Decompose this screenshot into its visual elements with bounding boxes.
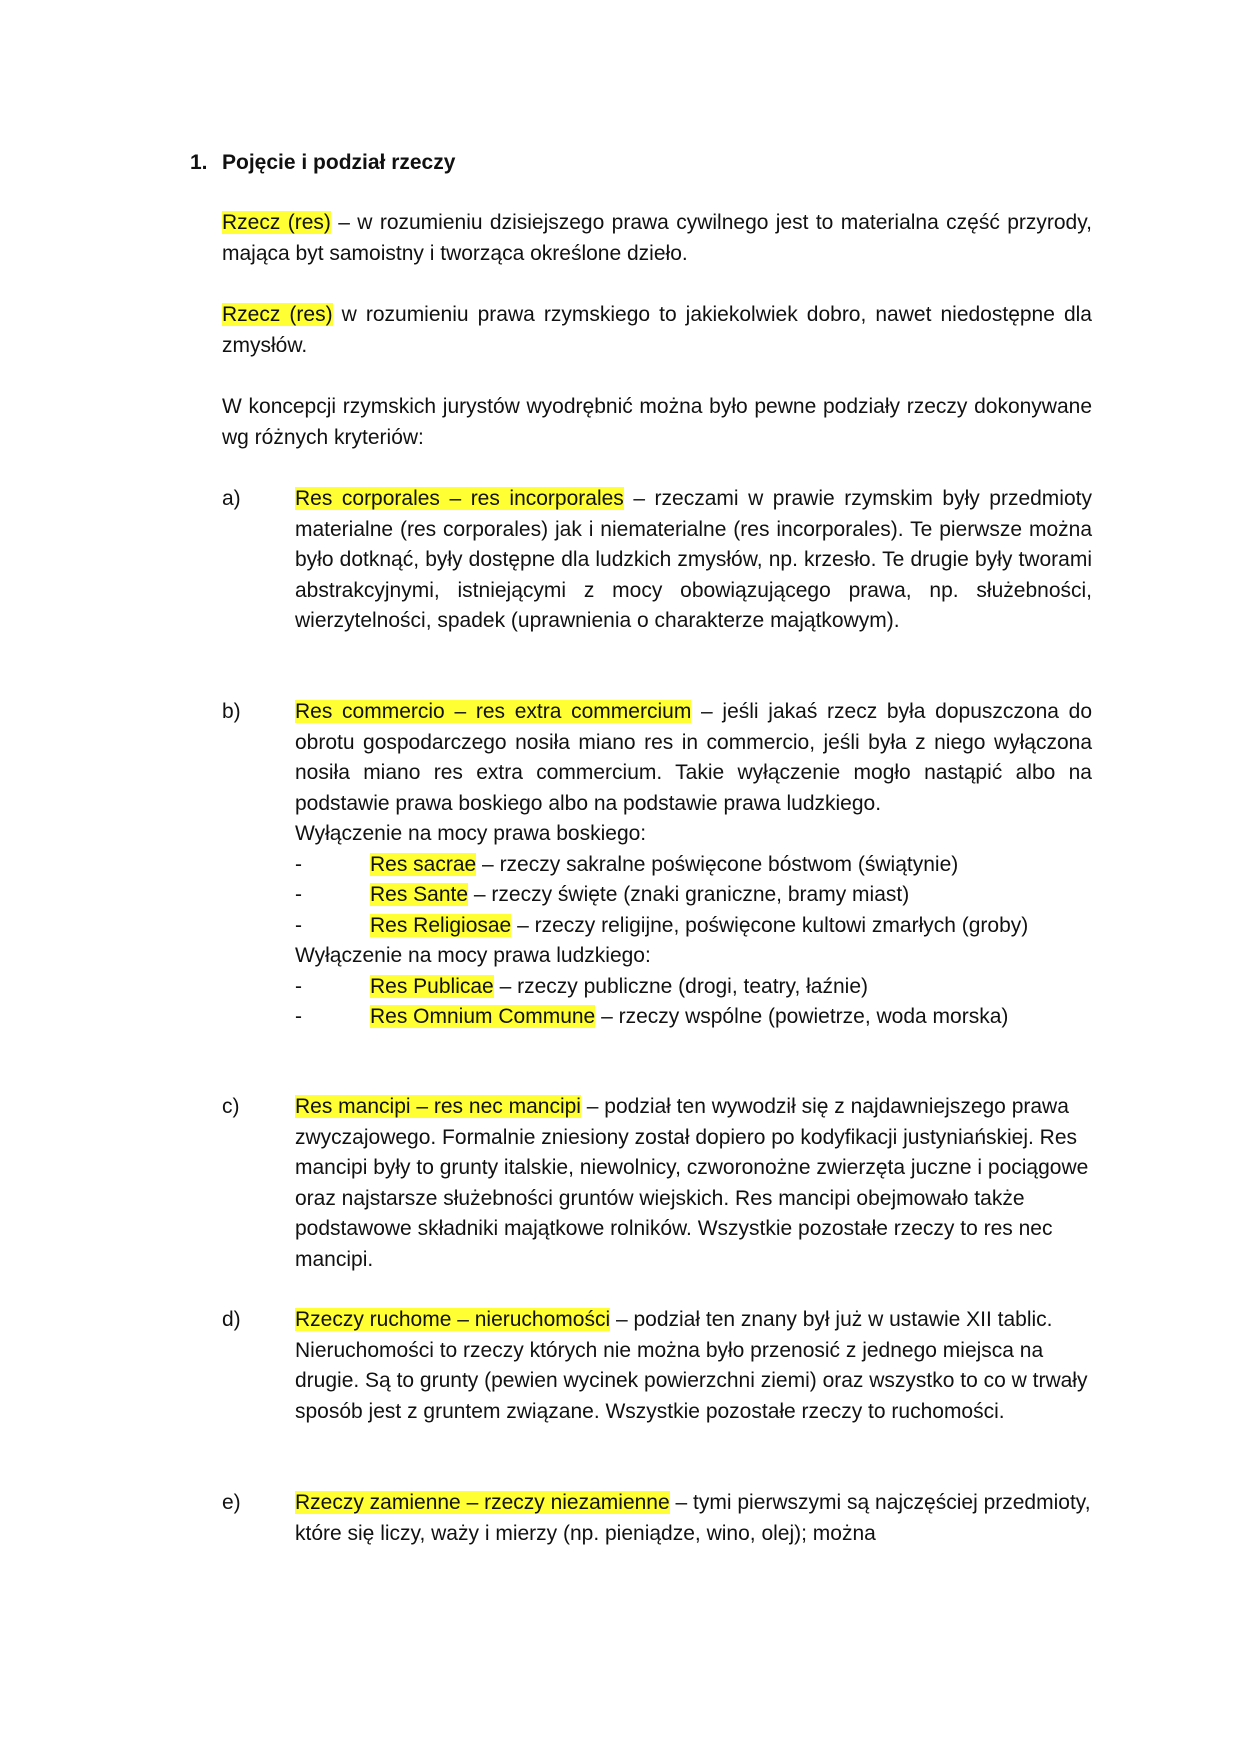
- list-item-e: [222, 1488, 1092, 1549]
- item-text: – jeśli jakaś rzecz była dopuszczona do obrotu gospodarczego nosiła miano res in commercio, jeśli była z niego wyłączona nosiła miano res extra commercium. Takie wyłączenie mogło nastąpić albo na podstawie prawa boskiego albo na podstawie prawa ludzkiego.: [295, 700, 1092, 815]
- highlighted-term: Res Publicae: [370, 974, 494, 998]
- dash-bullet: -: [295, 1005, 302, 1028]
- paragraph-text: W koncepcji rzymskich jurystów wyodrębnić można było pewne podziały rzeczy dokonywane wg różnych kryteriów:: [222, 395, 1092, 449]
- sub-item-text: – rzeczy religijne, poświęcone kultowi zmarłych (groby): [511, 913, 1029, 937]
- human-law-header: Wyłączenie na mocy prawa ludzkiego:: [295, 944, 651, 967]
- list-label: e): [222, 1491, 241, 1514]
- dash-bullet: -: [295, 883, 302, 906]
- list-item-a: [222, 484, 1092, 637]
- sub-list-item: [295, 1002, 1092, 1033]
- section-heading: [190, 148, 455, 178]
- highlighted-term: Res Religiosae: [370, 913, 512, 937]
- dash-bullet: -: [295, 974, 302, 998]
- highlighted-term: Rzeczy ruchome – nieruchomości: [295, 1308, 611, 1331]
- list-item-d: [222, 1305, 1092, 1427]
- paragraph-text: – w rozumieniu dzisiejszego prawa cywilnego jest to materialna część przyrody, mająca byt samoistny i tworząca określone dzieło.: [222, 211, 1092, 265]
- heading-title: Pojęcie i podział rzeczy: [222, 151, 456, 174]
- item-text: – tymi pierwszymi są najczęściej przedmioty, które się liczy, waży i mierzy (np. pieniądze, wino, olej); można: [295, 1491, 1091, 1545]
- paragraph-intro-divisions: [222, 392, 1092, 453]
- list-item-body: [295, 1305, 1092, 1427]
- dash-bullet: -: [295, 913, 302, 937]
- list-item-body: [295, 484, 1092, 637]
- sub-list-item: [295, 911, 1092, 942]
- sub-item-text: – rzeczy publiczne (drogi, teatry, łaźnie): [493, 974, 869, 998]
- paragraph-res-roman: [222, 300, 1092, 361]
- highlighted-term: Rzecz (res): [222, 303, 333, 326]
- list-label: c): [222, 1095, 240, 1118]
- list-label: d): [222, 1308, 241, 1331]
- list-item-body: [295, 1092, 1092, 1275]
- highlighted-term: Res sacrae: [370, 852, 477, 876]
- sub-list-item: [295, 972, 1092, 1003]
- list-item-c: [222, 1092, 1092, 1275]
- highlighted-term: Res mancipi – res nec mancipi: [295, 1095, 581, 1118]
- list-item-b: [222, 697, 1092, 1033]
- sub-list-item: [295, 880, 1092, 911]
- list-item-body: [295, 697, 1092, 1033]
- sub-list-item: [295, 850, 1092, 881]
- paragraph-res-modern: [222, 208, 1092, 269]
- paragraph-text: w rozumieniu prawa rzymskiego to jakiekolwiek dobro, nawet niedostępne dla zmysłów.: [222, 303, 1092, 357]
- list-item-body: [295, 1488, 1092, 1549]
- list-label: b): [222, 700, 241, 723]
- item-text: – rzeczami w prawie rzymskim były przedmioty materialne (res corporales) jak i niematerialne (res incorporales). Te pierwsze można było dotknąć, były dostępne dla ludzkich zmysłów, np. krzesło. Te drugie były tworami abstrakcyjnymi, istniejącymi z mocy obowiązującego prawa, np. służebności, wierzytelności, spadek (uprawnienia o charakterze majątkowym).: [295, 487, 1092, 632]
- highlighted-term: Res Sante: [370, 883, 469, 906]
- divine-law-header: Wyłączenie na mocy prawa boskiego:: [295, 822, 647, 845]
- item-text: – podział ten znany był już w ustawie XII tablic. Nieruchomości to rzeczy których nie można było przenosić z jednego miejsca na drugie. Są to grunty (pewien wycinek powierzchni ziemi) oraz wszystko to co w trwały sposób jest z gruntem związane. Wszystkie pozostałe rzeczy to ruchomości.: [295, 1308, 1088, 1423]
- highlighted-term: Res Omnium Commune: [370, 1005, 596, 1028]
- highlighted-term: Rzeczy zamienne – rzeczy niezamienne: [295, 1491, 670, 1514]
- sub-item-text: – rzeczy sakralne poświęcone bóstwom (świątynie): [476, 852, 959, 876]
- sub-item-text: – rzeczy wspólne (powietrze, woda morska): [595, 1005, 1009, 1028]
- dash-bullet: -: [295, 852, 302, 876]
- highlighted-term: Res commercio – res extra commercium: [295, 700, 692, 723]
- highlighted-term: Rzecz (res): [222, 211, 331, 234]
- heading-number: 1.: [190, 151, 208, 174]
- item-text: – podział ten wywodził się z najdawniejszego prawa zwyczajowego. Formalnie zniesiony został dopiero po kodyfikacji justyniańskiej. Res mancipi były to grunty italskie, niewolnicy, czworonożne zwierzęta juczne i pociągowe oraz najstarsze służebności gruntów wiejskich. Res mancipi obejmowało także podstawowe składniki majątkowe rolników. Wszystkie pozostałe rzeczy to res nec mancipi.: [295, 1095, 1089, 1271]
- highlighted-term: Res corporales – res incorporales: [295, 487, 624, 510]
- sub-item-text: – rzeczy święte (znaki graniczne, bramy miast): [468, 883, 910, 906]
- list-label: a): [222, 487, 241, 510]
